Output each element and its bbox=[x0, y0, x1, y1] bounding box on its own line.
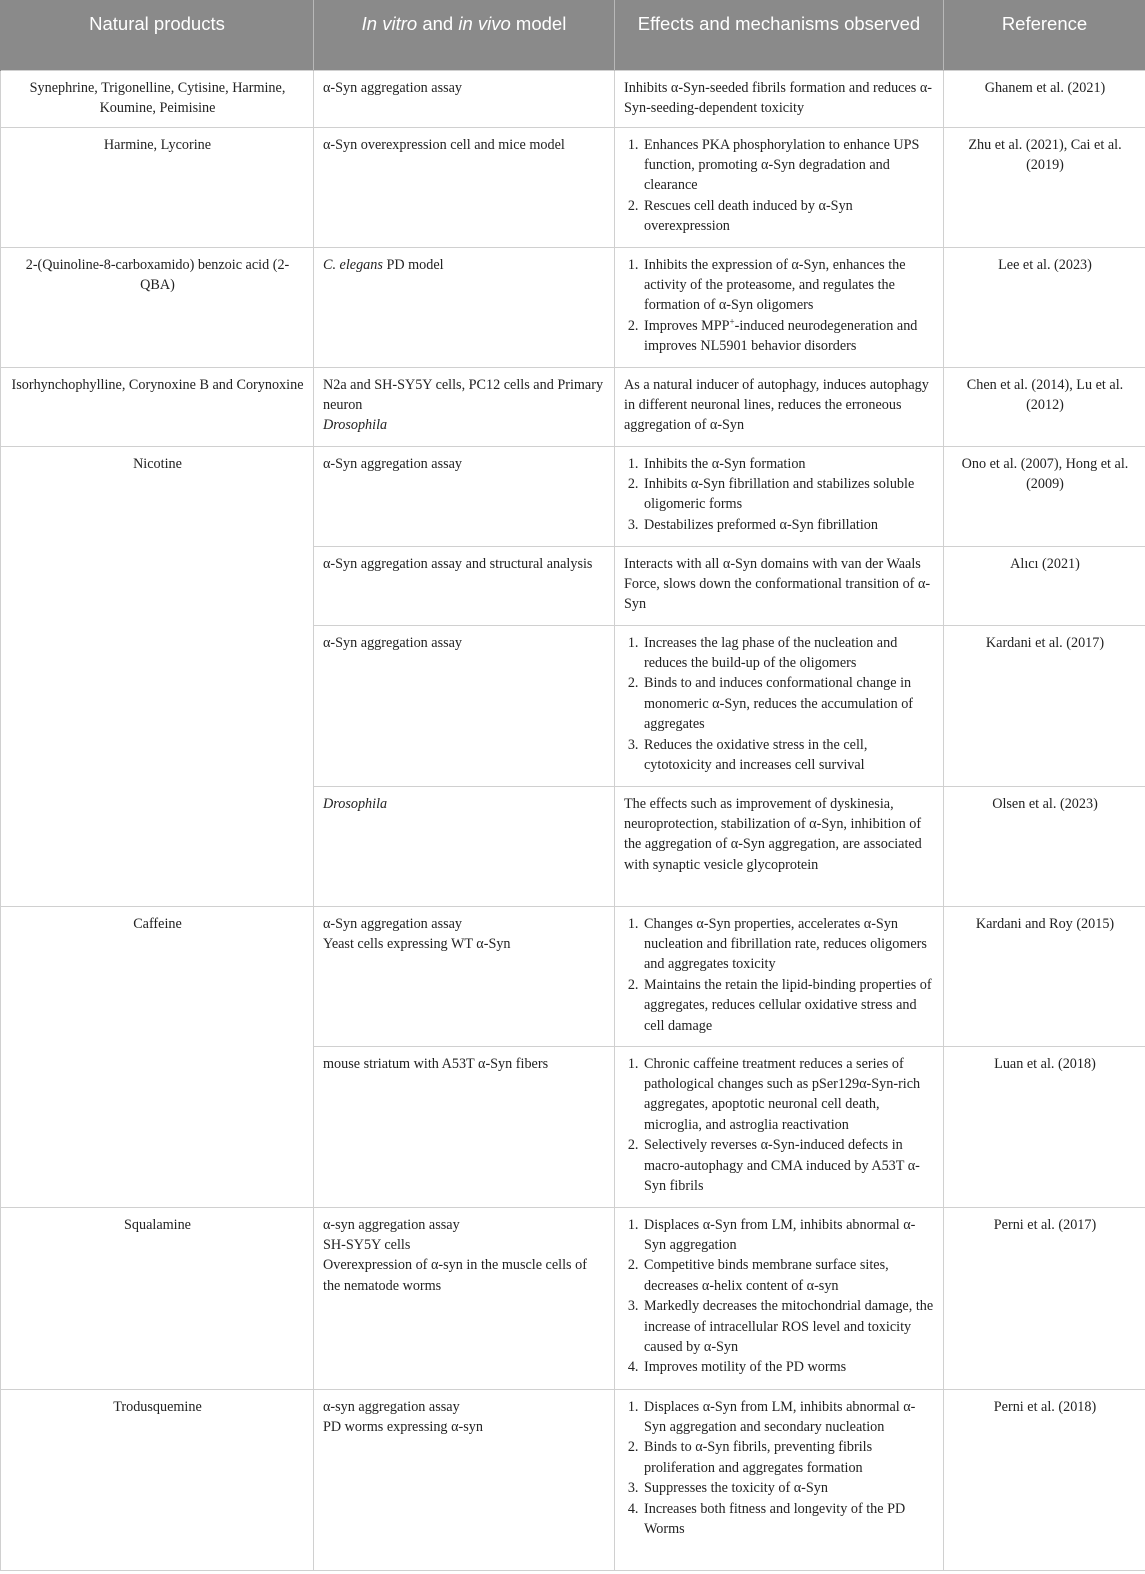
model-cell: α-Syn aggregation assay bbox=[314, 625, 615, 786]
reference-cell: Kardani et al. (2017) bbox=[944, 625, 1145, 786]
model-line: α-Syn aggregation assay bbox=[323, 915, 463, 932]
model-cell bbox=[314, 906, 615, 1046]
effect-item: 2. Binds to α-Syn fibrils, preventing fibrils proliferation and aggregates formation bbox=[642, 1437, 935, 1478]
product-cell: Caffeine bbox=[1, 906, 314, 1207]
header-model bbox=[314, 0, 615, 70]
header-effects: Effects and mechanisms observed bbox=[615, 0, 944, 70]
model-cell: α-Syn aggregation assay bbox=[314, 446, 615, 546]
table-row bbox=[1, 1389, 1145, 1570]
reference-cell: Perni et al. (2017) bbox=[944, 1207, 1145, 1389]
reference-cell: Olsen et al. (2023) bbox=[944, 786, 1145, 906]
model-organism: Drosophila bbox=[323, 417, 388, 434]
model-cell bbox=[314, 1389, 615, 1570]
effects-list bbox=[624, 914, 935, 1036]
effects-cell: The effects such as improvement of dyskinesia, neuroprotection, stabilization of α-Syn, inhibition of the aggregation of α-Syn aggregation, are associated with synaptic vesicle glycoprotein bbox=[615, 786, 944, 906]
model-cell: α-Syn aggregation assay and structural analysis bbox=[314, 546, 615, 625]
effects-list bbox=[624, 1215, 935, 1378]
effect-text: -induced neurodegeneration and improves NL5901 behavior disorders bbox=[644, 317, 918, 355]
effect-text: Improves MPP bbox=[644, 317, 730, 334]
header-row bbox=[1, 0, 1145, 70]
product-cell: 2-(Quinoline-8-carboxamido) benzoic acid (2-QBA) bbox=[1, 247, 314, 367]
model-line: PD worms expressing α-syn bbox=[323, 1418, 483, 1435]
model-line: α-syn aggregation assay bbox=[323, 1398, 460, 1415]
model-cell bbox=[314, 247, 615, 367]
effects-list bbox=[624, 1054, 935, 1197]
effect-item: 3. Suppresses the toxicity of α-Syn bbox=[642, 1478, 935, 1498]
effects-list bbox=[624, 1397, 935, 1540]
effect-item: 2. Competitive binds membrane surface sites, decreases α-helix content of α-syn bbox=[642, 1255, 935, 1296]
effects-cell bbox=[615, 1207, 944, 1389]
table-row bbox=[1, 127, 1145, 247]
table-row bbox=[1, 1207, 1145, 1389]
table-row bbox=[1, 70, 1145, 127]
product-cell: Nicotine bbox=[1, 446, 314, 906]
effects-list bbox=[624, 633, 935, 776]
reference-cell: Chen et al. (2014), Lu et al. (2012) bbox=[944, 367, 1145, 446]
model-cell bbox=[314, 1207, 615, 1389]
table-row bbox=[1, 446, 1145, 546]
effects-cell bbox=[615, 1389, 944, 1570]
model-text: PD model bbox=[382, 256, 444, 273]
reference-cell: Alıcı (2021) bbox=[944, 546, 1145, 625]
superscript-plus: + bbox=[729, 315, 735, 326]
model-cell bbox=[314, 367, 615, 446]
effects-list bbox=[624, 255, 935, 357]
effect-item: 4. Increases both fitness and longevity of the PD Worms bbox=[642, 1499, 935, 1540]
model-line: Overexpression of α-syn in the muscle cells of the nematode worms bbox=[323, 1257, 587, 1294]
effect-item: 2. Inhibits α-Syn fibrillation and stabilizes soluble oligomeric forms bbox=[642, 474, 935, 515]
header-reference: Reference bbox=[944, 0, 1145, 70]
model-cell: α-Syn aggregation assay bbox=[314, 70, 615, 127]
effects-cell: Interacts with all α-Syn domains with van der Waals Force, slows down the conformational transition of α-Syn bbox=[615, 546, 944, 625]
header-model-in-vitro: In vitro bbox=[361, 13, 418, 34]
effect-item: 2. Binds to and induces conformational change in monomeric α-Syn, reduces the accumulation of aggregates bbox=[642, 673, 935, 734]
header-natural-products: Natural products bbox=[1, 0, 314, 70]
table-header bbox=[1, 0, 1145, 70]
model-cell: Drosophila bbox=[314, 786, 615, 906]
effects-list bbox=[624, 135, 935, 237]
model-cell: α-Syn overexpression cell and mice model bbox=[314, 127, 615, 247]
model-line: α-syn aggregation assay bbox=[323, 1216, 460, 1233]
effect-item: 4. Improves motility of the PD worms bbox=[642, 1357, 935, 1377]
effect-item: 1. Increases the lag phase of the nucleation and reduces the build-up of the oligomers bbox=[642, 633, 935, 674]
model-cell: mouse striatum with A53T α-Syn fibers bbox=[314, 1046, 615, 1207]
table-row bbox=[1, 906, 1145, 1046]
reference-cell: Ghanem et al. (2021) bbox=[944, 70, 1145, 127]
reference-cell: Zhu et al. (2021), Cai et al. (2019) bbox=[944, 127, 1145, 247]
effects-cell bbox=[615, 906, 944, 1046]
effect-item: 1. Enhances PKA phosphorylation to enhance UPS function, promoting α-Syn degradation and clearance bbox=[642, 135, 935, 196]
effects-cell: As a natural inducer of autophagy, induces autophagy in different neuronal lines, reduces the erroneous aggregation of α-Syn bbox=[615, 367, 944, 446]
effect-item bbox=[642, 316, 935, 357]
effects-cell bbox=[615, 247, 944, 367]
effect-item: 1. Displaces α-Syn from LM, inhibits abnormal α-Syn aggregation and secondary nucleation bbox=[642, 1397, 935, 1438]
effect-item: 1. Chronic caffeine treatment reduces a series of pathological changes such as pSer129α-Syn-rich aggregates, apoptotic neuronal cell death, microglia, and astroglia reactivation bbox=[642, 1054, 935, 1136]
product-cell: Trodusquemine bbox=[1, 1389, 314, 1570]
model-line: SH-SY5Y cells bbox=[323, 1236, 411, 1253]
effects-cell bbox=[615, 446, 944, 546]
effect-item: 1. Inhibits the expression of α-Syn, enhances the activity of the proteasome, and regulates the formation of α-Syn oligomers bbox=[642, 255, 935, 316]
model-organism: C. elegans bbox=[323, 256, 383, 273]
product-cell: Harmine, Lycorine bbox=[1, 127, 314, 247]
reference-cell: Kardani and Roy (2015) bbox=[944, 906, 1145, 1046]
header-model-and: and bbox=[417, 13, 459, 34]
model-line: Yeast cells expressing WT α-Syn bbox=[323, 935, 511, 952]
reference-cell: Ono et al. (2007), Hong et al. (2009) bbox=[944, 446, 1145, 546]
effect-item: 3. Markedly decreases the mitochondrial damage, the increase of intracellular ROS level and toxicity caused by α-Syn bbox=[642, 1296, 935, 1357]
table-row bbox=[1, 367, 1145, 446]
effect-item: 2. Selectively reverses α-Syn-induced defects in macro-autophagy and CMA induced by A53T α-Syn fibrils bbox=[642, 1135, 935, 1196]
effect-item: 1. Inhibits the α-Syn formation bbox=[642, 454, 935, 474]
effect-item: 1. Displaces α-Syn from LM, inhibits abnormal α-Syn aggregation bbox=[642, 1215, 935, 1256]
product-cell: Isorhynchophylline, Corynoxine B and Corynoxine bbox=[1, 367, 314, 446]
header-model-in-vivo: in vivo bbox=[458, 13, 511, 34]
effect-item: 2. Rescues cell death induced by α-Syn overexpression bbox=[642, 196, 935, 237]
effects-cell bbox=[615, 625, 944, 786]
reference-cell: Perni et al. (2018) bbox=[944, 1389, 1145, 1570]
effects-cell: Inhibits α-Syn-seeded fibrils formation and reduces α-Syn-seeding-dependent toxicity bbox=[615, 70, 944, 127]
effect-item: 1. Changes α-Syn properties, accelerates α-Syn nucleation and fibrillation rate, reduces oligomers and aggregates toxicity bbox=[642, 914, 935, 975]
effect-item: 3. Reduces the oxidative stress in the cell, cytotoxicity and increases cell survival bbox=[642, 735, 935, 776]
reference-cell: Luan et al. (2018) bbox=[944, 1046, 1145, 1207]
product-cell: Synephrine, Trigonelline, Cytisine, Harmine, Koumine, Peimisine bbox=[1, 70, 314, 127]
table-body bbox=[1, 70, 1145, 1570]
header-model-suffix: model bbox=[510, 13, 567, 34]
effects-list bbox=[624, 454, 935, 536]
effects-cell bbox=[615, 1046, 944, 1207]
product-cell: Squalamine bbox=[1, 1207, 314, 1389]
model-line: N2a and SH-SY5Y cells, PC12 cells and Primary neuron bbox=[323, 376, 604, 413]
effects-cell bbox=[615, 127, 944, 247]
effect-item: 2. Maintains the retain the lipid-binding properties of aggregates, reduces cellular oxidative stress and cell damage bbox=[642, 975, 935, 1036]
table-row bbox=[1, 247, 1145, 367]
reference-cell: Lee et al. (2023) bbox=[944, 247, 1145, 367]
effect-item: 3. Destabilizes preformed α-Syn fibrillation bbox=[642, 515, 935, 535]
